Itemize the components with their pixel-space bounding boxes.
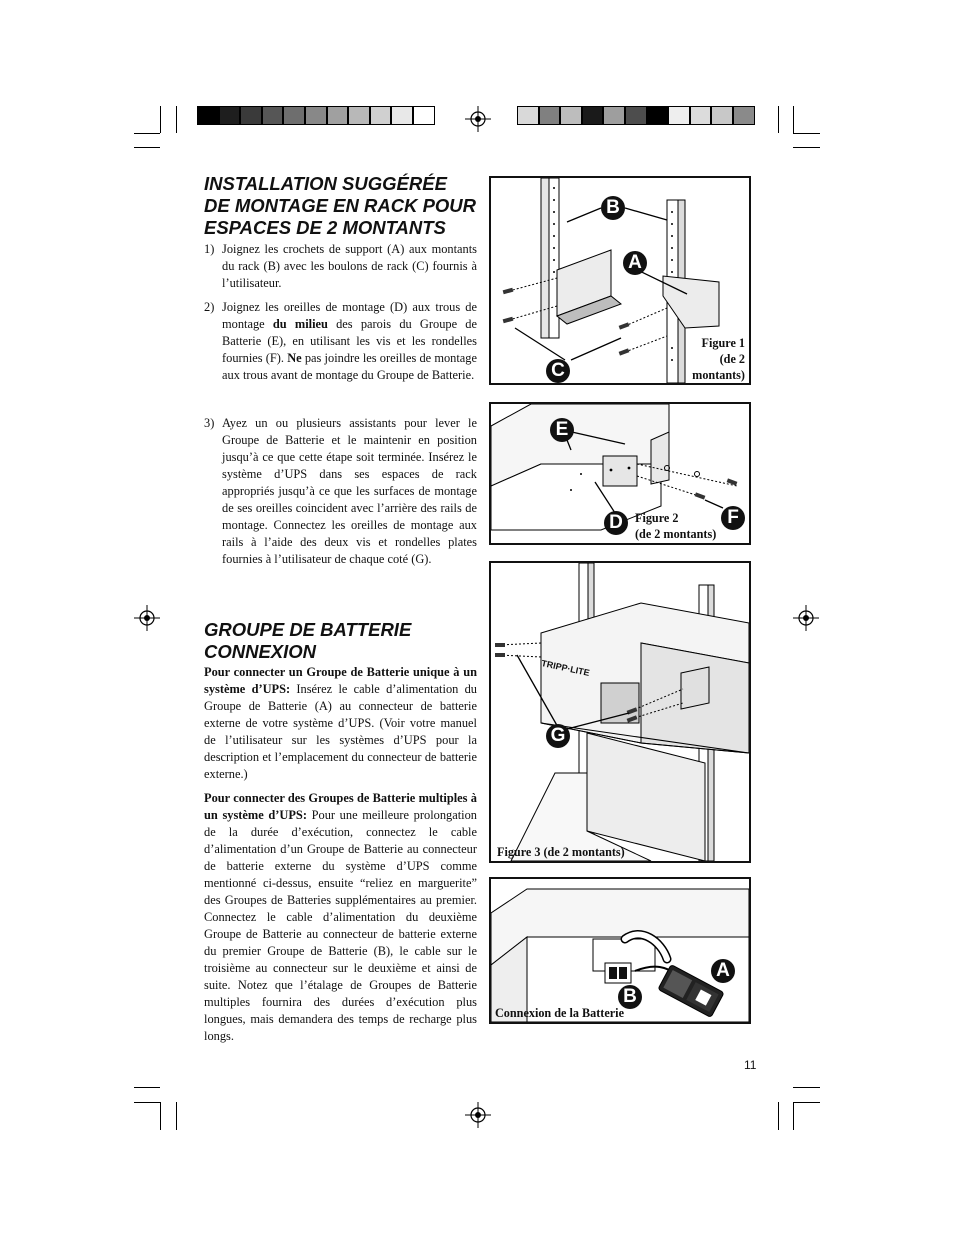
crop-mark (160, 106, 161, 133)
tripp-lite-logo: TRIPP·LITE (540, 658, 591, 678)
label-F: F (721, 506, 745, 530)
color-swatch (391, 106, 413, 125)
paragraph-multiple-packs: Pour connecter des Groupes de Batterie multiples à un système d’UPS: Pour une meilleure prolongation de la durée d’exécution, connectez le cable d’alimentation d’un Groupe de Batterie au connecteur de batterie externe du système d’UPS comme mentionné ci-dessus, ensuite “reliez en marguerite” des Groupes de Batteries supplémentaires au premier. Connectez le cable d’alimentation du deuxième Groupe de Batterie au connecteur de batterie externe du premier Groupe de Batterie (B), le cable sur le troisième au connecteur sur le deuxième et ainsi de suite. Notez que l’étalage de Groupes de Batterie multiples fournira des durées d’exécution plus longues, mais demandera des temps de recharge plus longs. (204, 791, 477, 1043)
label-A: A (711, 959, 735, 983)
color-swatch (560, 106, 582, 125)
label-B: B (601, 196, 625, 220)
color-swatch (283, 106, 305, 125)
step-3: 3) Ayez un ou plusieurs assistants pour lever le Groupe de Batterie et le maintenir en position jusqu’à ce que cette étape soit terminée. Insérez le système d’UPS dans ses espaces de rack appropriés jusqu’à ce que les surfaces de montage de ses oreilles coincident avec l’arrière des rails de montage. Connectez les oreilles de montage aux rails à l’aide des deux vis et rondelles plates fournies à l’utilisateur de chaque coté (G). (204, 416, 477, 566)
color-swatch (690, 106, 712, 125)
color-swatch (582, 106, 604, 125)
figure-4 (489, 877, 751, 1024)
label-E: E (550, 418, 574, 442)
color-swatch (305, 106, 327, 125)
figure-3-caption: Figure 3 (de 2 montants) (497, 845, 625, 859)
paragraph-single-pack: Pour connecter un Groupe de Batterie unique à un système d’UPS: Insérez le cable d’alimentation du Groupe de Batterie (A) au connecteur de batterie externe de votre système d’UPS. (Voir votre manuel de l’utilisateur sur les systèmes d’UPS pour la description et l’emplacement du connecteur de batterie externe.) (204, 665, 478, 781)
label-A: A (623, 251, 647, 275)
crop-mark (134, 147, 160, 148)
color-swatch (240, 106, 262, 125)
figure-1-caption: Figure 1 (de 2 montants) (692, 336, 745, 382)
color-swatch (219, 106, 241, 125)
crop-mark (793, 147, 820, 148)
crop-mark (793, 1102, 820, 1103)
label-C: C (546, 359, 570, 383)
color-swatch (733, 106, 755, 125)
crop-mark (778, 1102, 779, 1130)
figure-1 (489, 176, 751, 385)
crop-mark (176, 1102, 177, 1130)
crop-mark (134, 133, 160, 134)
step-2: 2) Joignez les oreilles de montage (D) aux trous de montage du milieu des parois du Groupe de Batterie (E), en utilisant les vis et les rondelles fournies (F). Ne pas joindre les oreilles de montage aux trous avant de montage du Groupe de Batterie. (204, 300, 477, 382)
label-B: B (618, 985, 642, 1009)
section-title-rack-install: INSTALLATION SUGGÉRÉE DE MONTAGE EN RACK POUR ESPACES DE 2 MONTANTS (204, 173, 477, 238)
color-swatch (262, 106, 284, 125)
step-1: 1) Joignez les crochets de support (A) aux montants du rack (B) avec les boulons de rack (C) fournis à l’utilisateur. (204, 242, 477, 290)
color-swatch (370, 106, 392, 125)
crop-mark (176, 106, 177, 133)
section-title-battery-connection: GROUPE DE BATTERIE CONNEXION (204, 619, 412, 662)
crop-mark (134, 1087, 160, 1088)
page-number: 11 (744, 1058, 757, 1072)
figure-3-illustration (491, 563, 749, 861)
color-swatch (539, 106, 561, 125)
color-swatch (197, 106, 219, 125)
label-G: G (546, 724, 570, 748)
figure-2 (489, 402, 751, 545)
registration-mark-icon (793, 605, 819, 631)
figure-2-caption: Figure 2 (de 2 montants) (635, 511, 717, 541)
crop-mark (793, 106, 794, 133)
crop-mark (793, 1087, 820, 1088)
color-swatch (711, 106, 733, 125)
color-swatch (348, 106, 370, 125)
registration-mark-icon (134, 605, 160, 631)
color-swatch (668, 106, 690, 125)
crop-mark (134, 1102, 160, 1103)
color-swatch (517, 106, 539, 125)
color-swatch (647, 106, 669, 125)
registration-mark-icon (465, 106, 491, 132)
label-D: D (604, 511, 628, 535)
figure-4-caption: Connexion de la Batterie (495, 1006, 624, 1020)
registration-mark-icon (465, 1102, 491, 1128)
color-swatch (327, 106, 349, 125)
color-swatch (625, 106, 647, 125)
color-swatch (603, 106, 625, 125)
crop-mark (793, 133, 820, 134)
figure-3 (489, 561, 751, 863)
crop-mark (793, 1102, 794, 1130)
color-swatch (413, 106, 435, 125)
crop-mark (778, 106, 779, 133)
crop-mark (160, 1102, 161, 1130)
